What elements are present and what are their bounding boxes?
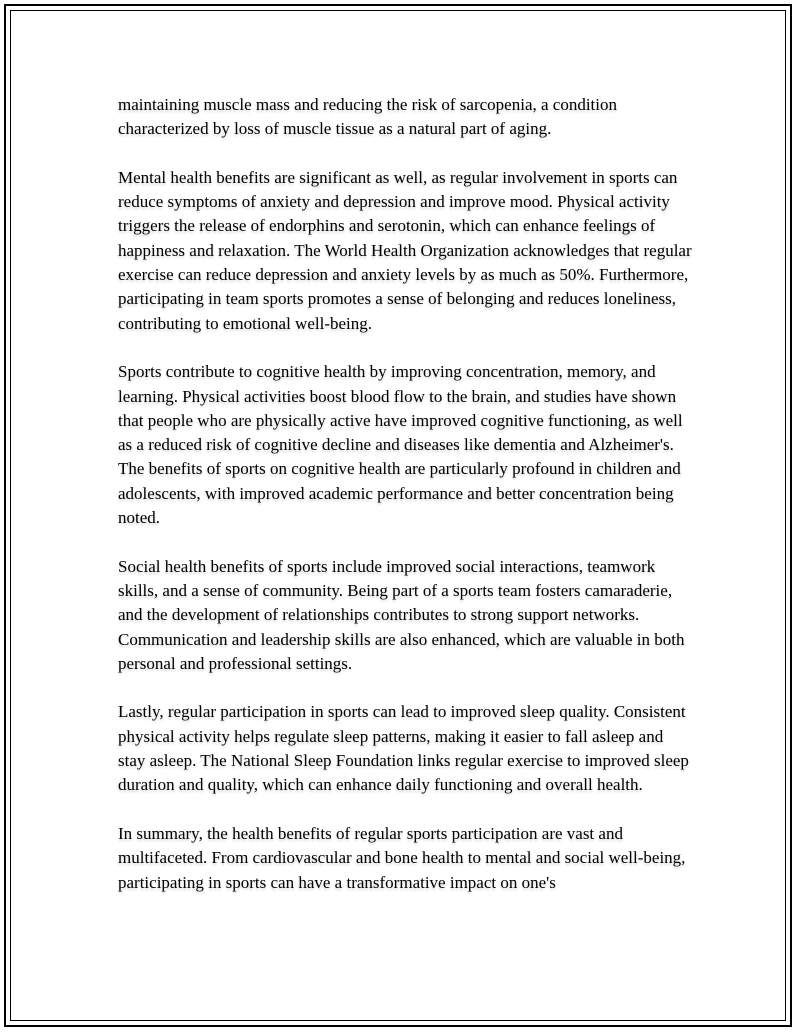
- paragraph-mental-health: Mental health benefits are significant as well, as regular involvement in sports can reduce symptoms of anxiety and depression and improve mood. Physical activity triggers the release of endorphins and serotonin, which can enhance feelings of happiness and relaxation. The World Health Organization acknowledges that regular exercise can reduce depression and anxiety levels by as much as 50%. Furthermore, participating in team sports promotes a sense of belonging and reduces loneliness, contributing to emotional well-being.: [118, 167, 692, 333]
- paragraph-cognitive-health: Sports contribute to cognitive health by improving concentration, memory, and learning. Physical activities boost blood flow to the brain, and studies have shown that people who are physically active have improved cognitive functioning, as well as a reduced risk of cognitive decline and diseases like dementia and Alzheimer's. The benefits of sports on cognitive health are particularly profound in children and adolescents, with improved academic performance and better concentration being noted.: [118, 362, 683, 528]
- paragraph-muscle-mass: maintaining muscle mass and reducing the risk of sarcopenia, a condition characterized by loss of muscle tissue as a natural part of aging.: [118, 95, 618, 139]
- paragraph-social-health: Social health benefits of sports include improved social interactions, teamwork skills, and a sense of community. Being part of a sports team fosters camaraderie, and the development of relationships contributes to strong support networks. Communication and leadership skills are also enhanced, which are valuable in both personal and professional settings.: [118, 556, 685, 673]
- document-body: [118, 93, 693, 919]
- paragraph-summary: In summary, the health benefits of regular sports participation are vast and multifaceted. From cardiovascular and bone health to mental and social well-being, participating in sports can have a transformative impact on one's: [118, 823, 686, 892]
- paragraph-sleep-quality: Lastly, regular participation in sports can lead to improved sleep quality. Consistent physical activity helps regulate sleep patterns, making it easier to fall asleep and stay asleep. The National Sleep Foundation links regular exercise to improved sleep duration and quality, which can enhance daily functioning and overall health.: [118, 702, 689, 795]
